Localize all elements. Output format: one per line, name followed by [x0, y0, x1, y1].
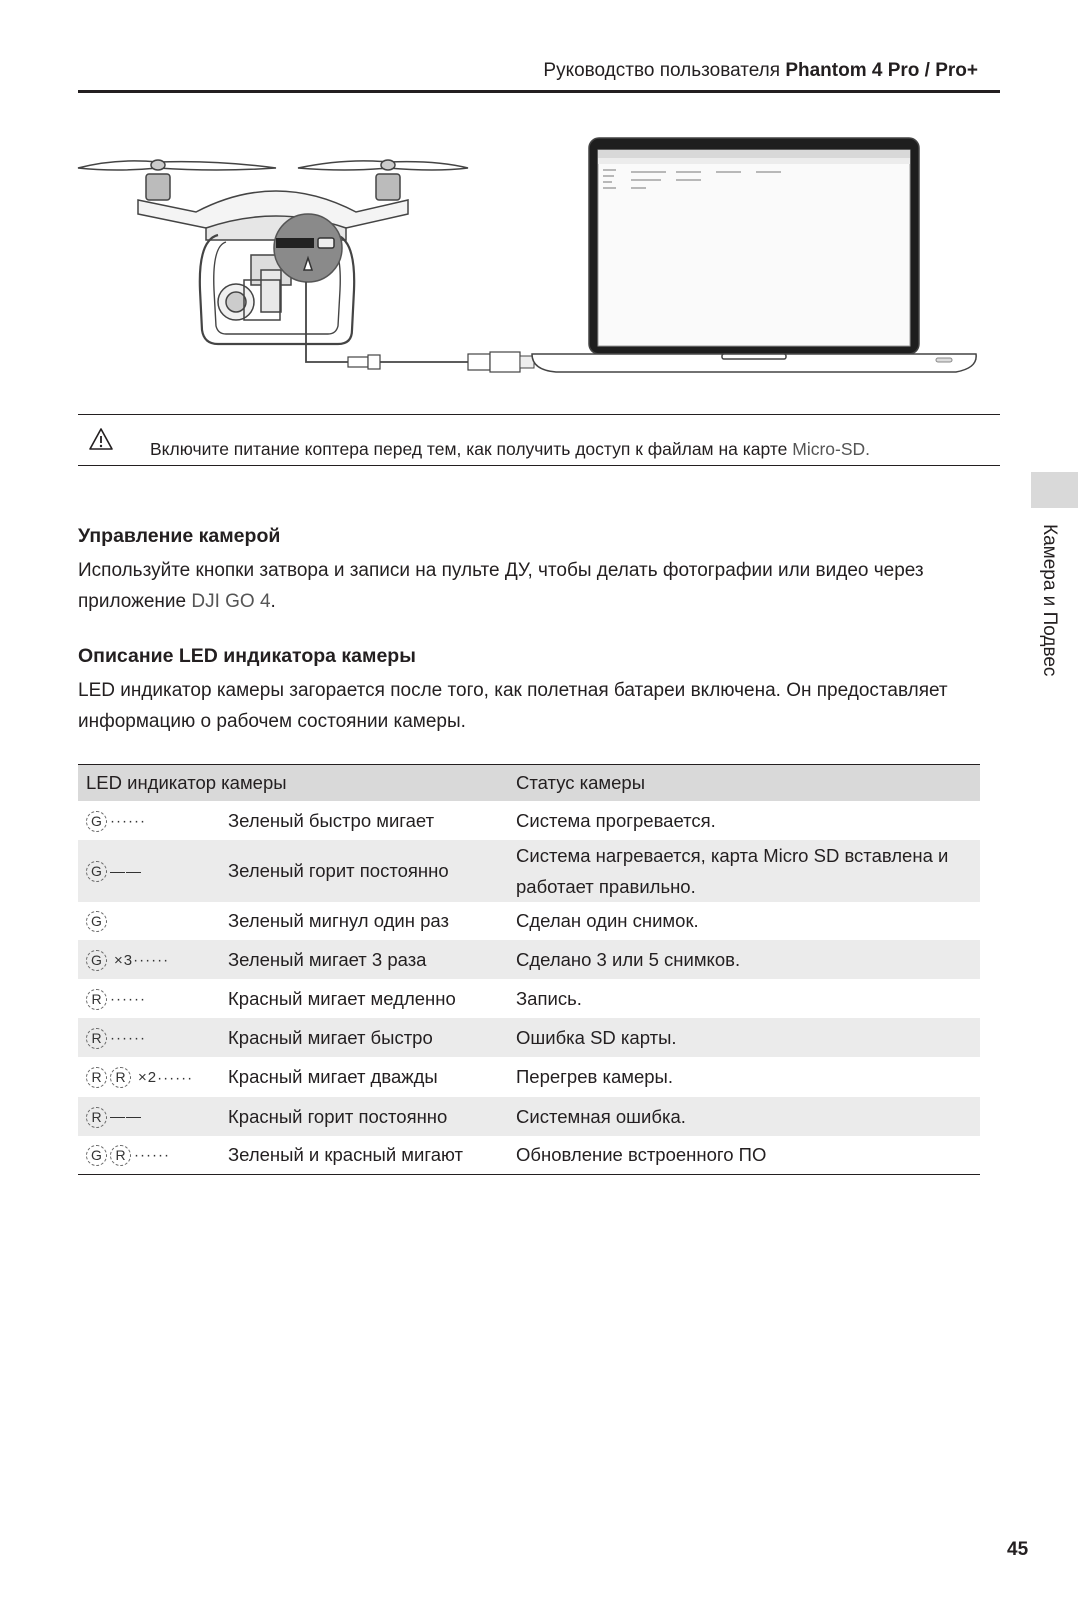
- led-indicator-cell: [78, 1057, 228, 1097]
- table-row: [78, 1097, 980, 1136]
- led-description: Красный мигает медленно: [228, 987, 456, 1009]
- led-description: Красный горит постоянно: [228, 1097, 508, 1136]
- led-status-table: [78, 764, 980, 1175]
- table-header-row: [78, 765, 980, 802]
- led-indicator-cell: [78, 902, 228, 940]
- table-row: [78, 801, 980, 840]
- page-number: 45: [1007, 1539, 1029, 1560]
- led-description: Зеленый мигнул один раз: [228, 910, 449, 931]
- warning-bottom-rule: [78, 465, 1000, 466]
- table-row: [78, 1136, 980, 1174]
- blink-pattern: ······: [134, 1147, 170, 1165]
- table-row: [78, 840, 980, 902]
- led-line2: информацию о рабочем состоянии камеры.: [78, 711, 466, 732]
- green-led-icon: G: [86, 861, 107, 882]
- header-prefix: Руководство пользователя: [543, 60, 781, 81]
- table-header-indicator: LED индикатор камеры: [78, 765, 508, 802]
- red-led-icon: R: [86, 1067, 107, 1088]
- warning-top-rule: [78, 414, 1000, 415]
- camera-status: Перегрев камеры.: [516, 1066, 673, 1087]
- header-product: Phantom 4 Pro / Pro+: [785, 60, 978, 81]
- led-description: Зеленый горит постоянно: [228, 840, 508, 902]
- blink-pattern: ——: [110, 863, 142, 881]
- camera-control-line1: Используйте кнопки затвора и записи на пульте ДУ, чтобы делать фотографии или видео через: [78, 560, 924, 581]
- usb-cable: [306, 282, 348, 362]
- led-indicator-cell: [78, 1018, 228, 1057]
- led-description: Зеленый и красный мигают: [228, 1143, 463, 1165]
- blink-pattern: ······: [110, 1029, 146, 1047]
- usb-a-connector-icon: [468, 354, 490, 370]
- side-tab-marker: [1031, 472, 1078, 508]
- red-led-icon: R: [110, 1067, 131, 1088]
- warning-highlight: Micro-SD.: [792, 439, 871, 459]
- led-indicator-cell: [78, 801, 228, 840]
- blink-count: ×2: [138, 1069, 158, 1087]
- led-description: Красный мигает дважды: [228, 1066, 438, 1087]
- camera-status: Система прогревается.: [516, 809, 716, 831]
- led-description: Красный мигает быстро: [228, 1018, 508, 1057]
- red-led-icon: R: [86, 1028, 107, 1049]
- led-line1: LED индикатор камеры загорается после того, как полетная батареи включена. Он предоставляет: [78, 680, 948, 701]
- blink-count: ×3: [114, 951, 134, 969]
- camera-control-line2: приложение DJI GO 4.: [78, 591, 276, 612]
- table-row: [78, 979, 980, 1018]
- red-led-icon: R: [110, 1145, 131, 1166]
- drone-illustration: [78, 160, 468, 344]
- led-indicator-cell: [78, 1136, 228, 1174]
- led-indicator-cell: [78, 940, 228, 979]
- camera-status: Сделано 3 или 5 снимков.: [508, 940, 980, 979]
- warning-text: [150, 439, 870, 460]
- green-led-icon: G: [86, 811, 107, 832]
- laptop-illustration: [532, 138, 976, 372]
- led-indicator-cell: [78, 1097, 228, 1136]
- drone-laptop-illustration: [76, 130, 986, 390]
- camera-status: Обновление встроенного ПО: [516, 1143, 767, 1165]
- green-led-icon: G: [86, 911, 107, 932]
- table-row: [78, 1018, 980, 1057]
- table-row: [78, 940, 980, 979]
- micro-usb-connector-icon: [348, 357, 368, 367]
- led-indicator-cell: [78, 840, 228, 902]
- red-led-icon: R: [86, 1107, 107, 1128]
- app-name: DJI GO 4: [191, 591, 271, 612]
- side-tab-label: Камера и Подвес: [1039, 524, 1060, 677]
- table-row: [78, 1057, 980, 1097]
- blink-pattern: ——: [110, 1108, 142, 1126]
- camera-control-paragraph: [78, 555, 924, 617]
- green-led-icon: G: [86, 950, 107, 971]
- red-led-icon: R: [86, 989, 107, 1010]
- led-description: Зеленый быстро мигает: [228, 809, 435, 831]
- table-body: [78, 801, 980, 1174]
- led-description: Зеленый мигает 3 раза: [228, 940, 508, 979]
- section-title-camera-control: Управление камерой: [78, 525, 281, 547]
- camera-status: Система нагревается, карта Micro SD вставлена и работает правильно.: [508, 840, 980, 902]
- table-row: [78, 902, 980, 940]
- warning-icon: [88, 427, 114, 451]
- table-header-status: Статус камеры: [508, 765, 980, 802]
- blink-pattern: ······: [157, 1069, 194, 1087]
- blink-pattern: ······: [110, 812, 146, 830]
- camera-status: Ошибка SD карты.: [508, 1018, 980, 1057]
- header-rule: [78, 90, 1000, 93]
- blink-pattern: ······: [110, 990, 146, 1008]
- warning-main: Включите питание коптера перед тем, как получить доступ к файлам на карте: [150, 439, 793, 459]
- page-header: [543, 60, 978, 82]
- camera-status: Сделан один снимок.: [516, 910, 699, 931]
- section-title-led: Описание LED индикатора камеры: [78, 645, 416, 667]
- led-indicator-cell: [78, 979, 228, 1018]
- led-paragraph: [78, 675, 948, 737]
- green-led-icon: G: [86, 1145, 107, 1166]
- camera-status: Запись.: [516, 987, 582, 1009]
- camera-status: Системная ошибка.: [508, 1097, 980, 1136]
- blink-pattern: ······: [133, 951, 170, 969]
